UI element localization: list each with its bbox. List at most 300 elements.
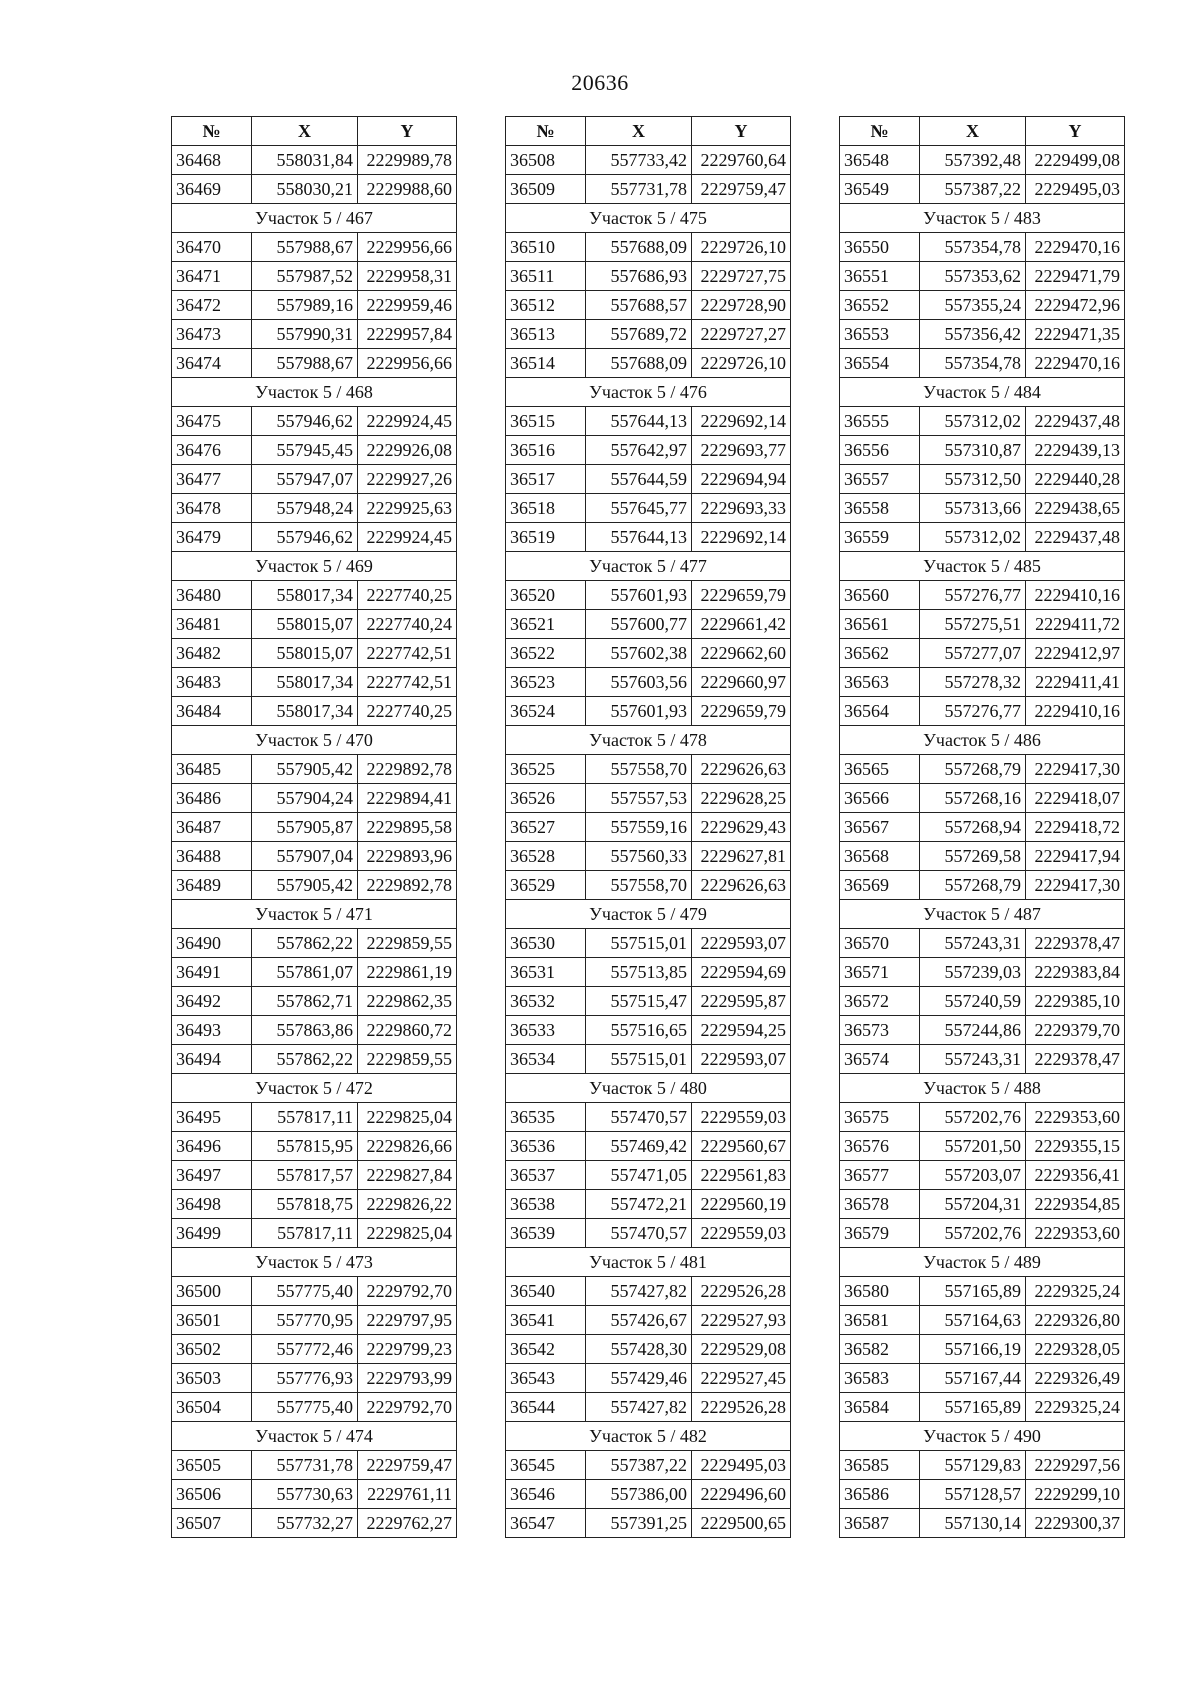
x-coordinate: 557312,02	[920, 407, 1026, 436]
x-coordinate: 557862,22	[252, 1045, 358, 1074]
table-row	[506, 1277, 791, 1306]
x-coordinate: 557515,01	[586, 929, 692, 958]
y-coordinate: 2229471,35	[1026, 320, 1125, 349]
point-number: 36506	[172, 1480, 252, 1509]
y-coordinate: 2229726,10	[692, 233, 791, 262]
table-row	[840, 262, 1125, 291]
point-number: 36579	[840, 1219, 920, 1248]
y-coordinate: 2229527,93	[692, 1306, 791, 1335]
header-number: №	[506, 117, 586, 146]
y-coordinate: 2229626,63	[692, 871, 791, 900]
y-coordinate: 2229859,55	[358, 929, 457, 958]
y-coordinate: 2229326,49	[1026, 1364, 1125, 1393]
y-coordinate: 2229728,90	[692, 291, 791, 320]
x-coordinate: 557776,93	[252, 1364, 358, 1393]
table-row	[840, 465, 1125, 494]
y-coordinate: 2229495,03	[692, 1451, 791, 1480]
point-number: 36533	[506, 1016, 586, 1045]
point-number: 36563	[840, 668, 920, 697]
point-number: 36505	[172, 1451, 252, 1480]
table-row	[506, 871, 791, 900]
x-coordinate: 557513,85	[586, 958, 692, 987]
point-number: 36583	[840, 1364, 920, 1393]
y-coordinate: 2229297,56	[1026, 1451, 1125, 1480]
table-row	[840, 929, 1125, 958]
point-number: 36511	[506, 262, 586, 291]
x-coordinate: 557353,62	[920, 262, 1026, 291]
point-number: 36482	[172, 639, 252, 668]
point-number: 36568	[840, 842, 920, 871]
y-coordinate: 2229825,04	[358, 1103, 457, 1132]
y-coordinate: 2229439,13	[1026, 436, 1125, 465]
point-number: 36561	[840, 610, 920, 639]
point-number: 36470	[172, 233, 252, 262]
table-row	[840, 494, 1125, 523]
table-row	[172, 871, 457, 900]
table-row	[506, 262, 791, 291]
point-number: 36490	[172, 929, 252, 958]
table-row	[172, 291, 457, 320]
point-number: 36516	[506, 436, 586, 465]
x-coordinate: 557558,70	[586, 755, 692, 784]
point-number: 36565	[840, 755, 920, 784]
table-row	[506, 436, 791, 465]
table-row	[840, 958, 1125, 987]
table-row	[172, 813, 457, 842]
y-coordinate: 2229328,05	[1026, 1335, 1125, 1364]
x-coordinate: 557815,95	[252, 1132, 358, 1161]
y-coordinate: 2229825,04	[358, 1219, 457, 1248]
x-coordinate: 557276,77	[920, 581, 1026, 610]
point-number: 36517	[506, 465, 586, 494]
point-number: 36477	[172, 465, 252, 494]
section-title: Участок 5 / 485	[840, 552, 1125, 581]
x-coordinate: 557165,89	[920, 1393, 1026, 1422]
table-row	[506, 1306, 791, 1335]
table-row	[172, 1364, 457, 1393]
point-number: 36540	[506, 1277, 586, 1306]
point-number: 36581	[840, 1306, 920, 1335]
table-row	[840, 755, 1125, 784]
section-row	[506, 1074, 791, 1103]
y-coordinate: 2229496,60	[692, 1480, 791, 1509]
point-number: 36473	[172, 320, 252, 349]
y-coordinate: 2229353,60	[1026, 1103, 1125, 1132]
x-coordinate: 557243,31	[920, 929, 1026, 958]
table-header-row	[506, 117, 791, 146]
y-coordinate: 2229660,97	[692, 668, 791, 697]
x-coordinate: 557770,95	[252, 1306, 358, 1335]
point-number: 36572	[840, 987, 920, 1016]
point-number: 36471	[172, 262, 252, 291]
coordinate-table-2	[505, 116, 791, 1538]
y-coordinate: 2229727,75	[692, 262, 791, 291]
point-number: 36481	[172, 610, 252, 639]
table-row	[506, 987, 791, 1016]
table-header-row	[172, 117, 457, 146]
section-title: Участок 5 / 486	[840, 726, 1125, 755]
point-number: 36562	[840, 639, 920, 668]
table-row	[172, 494, 457, 523]
section-row	[840, 726, 1125, 755]
table-row	[172, 958, 457, 987]
x-coordinate: 557165,89	[920, 1277, 1026, 1306]
point-number: 36537	[506, 1161, 586, 1190]
point-number: 36510	[506, 233, 586, 262]
x-coordinate: 557427,82	[586, 1277, 692, 1306]
x-coordinate: 557644,13	[586, 407, 692, 436]
table-row	[172, 1016, 457, 1045]
table-row	[840, 320, 1125, 349]
point-number: 36524	[506, 697, 586, 726]
x-coordinate: 557600,77	[586, 610, 692, 639]
x-coordinate: 557731,78	[252, 1451, 358, 1480]
y-coordinate: 2229826,66	[358, 1132, 457, 1161]
table-row	[506, 1451, 791, 1480]
y-coordinate: 2229410,16	[1026, 697, 1125, 726]
table-row	[172, 407, 457, 436]
table-row	[172, 1306, 457, 1335]
x-coordinate: 557730,63	[252, 1480, 358, 1509]
y-coordinate: 2229559,03	[692, 1103, 791, 1132]
x-coordinate: 557947,07	[252, 465, 358, 494]
section-row	[172, 900, 457, 929]
table-row	[172, 1393, 457, 1422]
x-coordinate: 557988,67	[252, 349, 358, 378]
section-title: Участок 5 / 480	[506, 1074, 791, 1103]
y-coordinate: 2229659,79	[692, 697, 791, 726]
point-number: 36509	[506, 175, 586, 204]
table-row	[506, 668, 791, 697]
table-row	[840, 610, 1125, 639]
y-coordinate: 2229472,96	[1026, 291, 1125, 320]
x-coordinate: 557558,70	[586, 871, 692, 900]
x-coordinate: 557988,67	[252, 233, 358, 262]
point-number: 36499	[172, 1219, 252, 1248]
point-number: 36577	[840, 1161, 920, 1190]
x-coordinate: 557128,57	[920, 1480, 1026, 1509]
x-coordinate: 557244,86	[920, 1016, 1026, 1045]
x-coordinate: 557426,67	[586, 1306, 692, 1335]
table-row	[172, 523, 457, 552]
x-coordinate: 557516,65	[586, 1016, 692, 1045]
y-coordinate: 2229989,78	[358, 146, 457, 175]
y-coordinate: 2229593,07	[692, 929, 791, 958]
section-title: Участок 5 / 475	[506, 204, 791, 233]
point-number: 36570	[840, 929, 920, 958]
x-coordinate: 557469,42	[586, 1132, 692, 1161]
y-coordinate: 2229761,11	[358, 1480, 457, 1509]
point-number: 36571	[840, 958, 920, 987]
y-coordinate: 2229559,03	[692, 1219, 791, 1248]
point-number: 36582	[840, 1335, 920, 1364]
y-coordinate: 2229694,94	[692, 465, 791, 494]
x-coordinate: 557642,97	[586, 436, 692, 465]
table-row	[840, 1219, 1125, 1248]
table-row	[506, 1480, 791, 1509]
point-number: 36472	[172, 291, 252, 320]
table-row	[506, 1509, 791, 1538]
x-coordinate: 557276,77	[920, 697, 1026, 726]
table-row	[172, 1103, 457, 1132]
y-coordinate: 2229924,45	[358, 407, 457, 436]
table-row	[840, 697, 1125, 726]
section-row	[840, 552, 1125, 581]
x-coordinate: 557269,58	[920, 842, 1026, 871]
section-row	[172, 378, 457, 407]
x-coordinate: 557904,24	[252, 784, 358, 813]
point-number: 36575	[840, 1103, 920, 1132]
x-coordinate: 558015,07	[252, 610, 358, 639]
table-row	[506, 1161, 791, 1190]
x-coordinate: 557278,32	[920, 668, 1026, 697]
x-coordinate: 557312,02	[920, 523, 1026, 552]
x-coordinate: 557354,78	[920, 349, 1026, 378]
section-row	[506, 1422, 791, 1451]
header-y: Y	[692, 117, 791, 146]
y-coordinate: 2229410,16	[1026, 581, 1125, 610]
x-coordinate: 557905,42	[252, 871, 358, 900]
table-row	[840, 1509, 1125, 1538]
point-number: 36547	[506, 1509, 586, 1538]
x-coordinate: 557277,07	[920, 639, 1026, 668]
x-coordinate: 557688,09	[586, 233, 692, 262]
table-row	[506, 842, 791, 871]
header-y: Y	[358, 117, 457, 146]
table-row	[506, 175, 791, 204]
y-coordinate: 2229792,70	[358, 1277, 457, 1306]
x-coordinate: 557601,93	[586, 697, 692, 726]
point-number: 36545	[506, 1451, 586, 1480]
y-coordinate: 2229859,55	[358, 1045, 457, 1074]
header-x: X	[920, 117, 1026, 146]
x-coordinate: 557243,31	[920, 1045, 1026, 1074]
y-coordinate: 2229560,67	[692, 1132, 791, 1161]
x-coordinate: 557948,24	[252, 494, 358, 523]
section-row	[506, 378, 791, 407]
point-number: 36503	[172, 1364, 252, 1393]
x-coordinate: 557686,93	[586, 262, 692, 291]
table-row	[840, 233, 1125, 262]
x-coordinate: 557602,38	[586, 639, 692, 668]
x-coordinate: 557907,04	[252, 842, 358, 871]
table-row	[172, 842, 457, 871]
x-coordinate: 557989,16	[252, 291, 358, 320]
section-row	[840, 900, 1125, 929]
y-coordinate: 2229383,84	[1026, 958, 1125, 987]
section-row	[506, 552, 791, 581]
x-coordinate: 557386,00	[586, 1480, 692, 1509]
table-row	[506, 639, 791, 668]
y-coordinate: 2229959,46	[358, 291, 457, 320]
section-title: Участок 5 / 484	[840, 378, 1125, 407]
x-coordinate: 557601,93	[586, 581, 692, 610]
point-number: 36468	[172, 146, 252, 175]
point-number: 36518	[506, 494, 586, 523]
x-coordinate: 558017,34	[252, 697, 358, 726]
point-number: 36483	[172, 668, 252, 697]
y-coordinate: 2229527,45	[692, 1364, 791, 1393]
point-number: 36495	[172, 1103, 252, 1132]
table-row	[172, 1509, 457, 1538]
y-coordinate: 2229594,25	[692, 1016, 791, 1045]
section-row	[840, 204, 1125, 233]
point-number: 36564	[840, 697, 920, 726]
point-number: 36554	[840, 349, 920, 378]
section-title: Участок 5 / 469	[172, 552, 457, 581]
table-row	[172, 1480, 457, 1509]
point-number: 36476	[172, 436, 252, 465]
y-coordinate: 2229924,45	[358, 523, 457, 552]
header-number: №	[172, 117, 252, 146]
y-coordinate: 2229895,58	[358, 813, 457, 842]
point-number: 36556	[840, 436, 920, 465]
section-title: Участок 5 / 474	[172, 1422, 457, 1451]
point-number: 36480	[172, 581, 252, 610]
point-number: 36538	[506, 1190, 586, 1219]
section-title: Участок 5 / 476	[506, 378, 791, 407]
section-title: Участок 5 / 482	[506, 1422, 791, 1451]
table-row	[840, 523, 1125, 552]
y-coordinate: 2229759,47	[692, 175, 791, 204]
y-coordinate: 2229659,79	[692, 581, 791, 610]
point-number: 36491	[172, 958, 252, 987]
table-row	[840, 1480, 1125, 1509]
y-coordinate: 2229957,84	[358, 320, 457, 349]
y-coordinate: 2229760,64	[692, 146, 791, 175]
table-row	[840, 175, 1125, 204]
table-row	[840, 1045, 1125, 1074]
x-coordinate: 557392,48	[920, 146, 1026, 175]
point-number: 36584	[840, 1393, 920, 1422]
y-coordinate: 2229379,70	[1026, 1016, 1125, 1045]
y-coordinate: 2229417,94	[1026, 842, 1125, 871]
point-number: 36504	[172, 1393, 252, 1422]
x-coordinate: 557905,42	[252, 755, 358, 784]
x-coordinate: 557166,19	[920, 1335, 1026, 1364]
x-coordinate: 557204,31	[920, 1190, 1026, 1219]
x-coordinate: 557391,25	[586, 1509, 692, 1538]
y-coordinate: 2229437,48	[1026, 407, 1125, 436]
x-coordinate: 557731,78	[586, 175, 692, 204]
table-row	[506, 465, 791, 494]
x-coordinate: 557645,77	[586, 494, 692, 523]
table-row	[840, 1161, 1125, 1190]
y-coordinate: 2229726,10	[692, 349, 791, 378]
point-number: 36574	[840, 1045, 920, 1074]
point-number: 36529	[506, 871, 586, 900]
point-number: 36479	[172, 523, 252, 552]
header-y: Y	[1026, 117, 1125, 146]
x-coordinate: 558031,84	[252, 146, 358, 175]
x-coordinate: 557472,21	[586, 1190, 692, 1219]
table-row	[172, 146, 457, 175]
x-coordinate: 557775,40	[252, 1393, 358, 1422]
x-coordinate: 557559,16	[586, 813, 692, 842]
y-coordinate: 2229470,16	[1026, 233, 1125, 262]
x-coordinate: 557428,30	[586, 1335, 692, 1364]
point-number: 36519	[506, 523, 586, 552]
point-number: 36522	[506, 639, 586, 668]
x-coordinate: 557946,62	[252, 407, 358, 436]
table-row	[840, 1393, 1125, 1422]
point-number: 36544	[506, 1393, 586, 1422]
point-number: 36492	[172, 987, 252, 1016]
section-row	[172, 726, 457, 755]
table-row	[172, 175, 457, 204]
y-coordinate: 2229412,97	[1026, 639, 1125, 668]
point-number: 36485	[172, 755, 252, 784]
table-header-row	[840, 117, 1125, 146]
table-row	[506, 929, 791, 958]
y-coordinate: 2229440,28	[1026, 465, 1125, 494]
x-coordinate: 557945,45	[252, 436, 358, 465]
y-coordinate: 2229793,99	[358, 1364, 457, 1393]
x-coordinate: 557239,03	[920, 958, 1026, 987]
x-coordinate: 558015,07	[252, 639, 358, 668]
section-title: Участок 5 / 489	[840, 1248, 1125, 1277]
table-row	[506, 1335, 791, 1364]
table-row	[172, 262, 457, 291]
point-number: 36512	[506, 291, 586, 320]
y-coordinate: 2227740,24	[358, 610, 457, 639]
point-number: 36526	[506, 784, 586, 813]
y-coordinate: 2229629,43	[692, 813, 791, 842]
table-row	[840, 1335, 1125, 1364]
table-row	[840, 581, 1125, 610]
x-coordinate: 557863,86	[252, 1016, 358, 1045]
table-row	[172, 465, 457, 494]
point-number: 36548	[840, 146, 920, 175]
y-coordinate: 2229471,79	[1026, 262, 1125, 291]
x-coordinate: 557356,42	[920, 320, 1026, 349]
table-row	[840, 436, 1125, 465]
x-coordinate: 557862,71	[252, 987, 358, 1016]
point-number: 36514	[506, 349, 586, 378]
point-number: 36551	[840, 262, 920, 291]
point-number: 36530	[506, 929, 586, 958]
table-row	[840, 871, 1125, 900]
y-coordinate: 2229860,72	[358, 1016, 457, 1045]
point-number: 36586	[840, 1480, 920, 1509]
section-title: Участок 5 / 479	[506, 900, 791, 929]
table-row	[840, 784, 1125, 813]
table-row	[506, 1132, 791, 1161]
y-coordinate: 2229627,81	[692, 842, 791, 871]
table-row	[172, 1451, 457, 1480]
point-number: 36487	[172, 813, 252, 842]
table-row	[840, 407, 1125, 436]
y-coordinate: 2229799,23	[358, 1335, 457, 1364]
x-coordinate: 557817,57	[252, 1161, 358, 1190]
table-row	[172, 581, 457, 610]
x-coordinate: 557644,59	[586, 465, 692, 494]
y-coordinate: 2229529,08	[692, 1335, 791, 1364]
point-number: 36557	[840, 465, 920, 494]
y-coordinate: 2229417,30	[1026, 755, 1125, 784]
table-row	[840, 146, 1125, 175]
point-number: 36494	[172, 1045, 252, 1074]
table-row	[840, 1103, 1125, 1132]
x-coordinate: 557689,72	[586, 320, 692, 349]
table-row	[506, 581, 791, 610]
table-row	[840, 1451, 1125, 1480]
point-number: 36525	[506, 755, 586, 784]
section-row	[840, 378, 1125, 407]
y-coordinate: 2229593,07	[692, 1045, 791, 1074]
table-row	[172, 436, 457, 465]
x-coordinate: 557240,59	[920, 987, 1026, 1016]
